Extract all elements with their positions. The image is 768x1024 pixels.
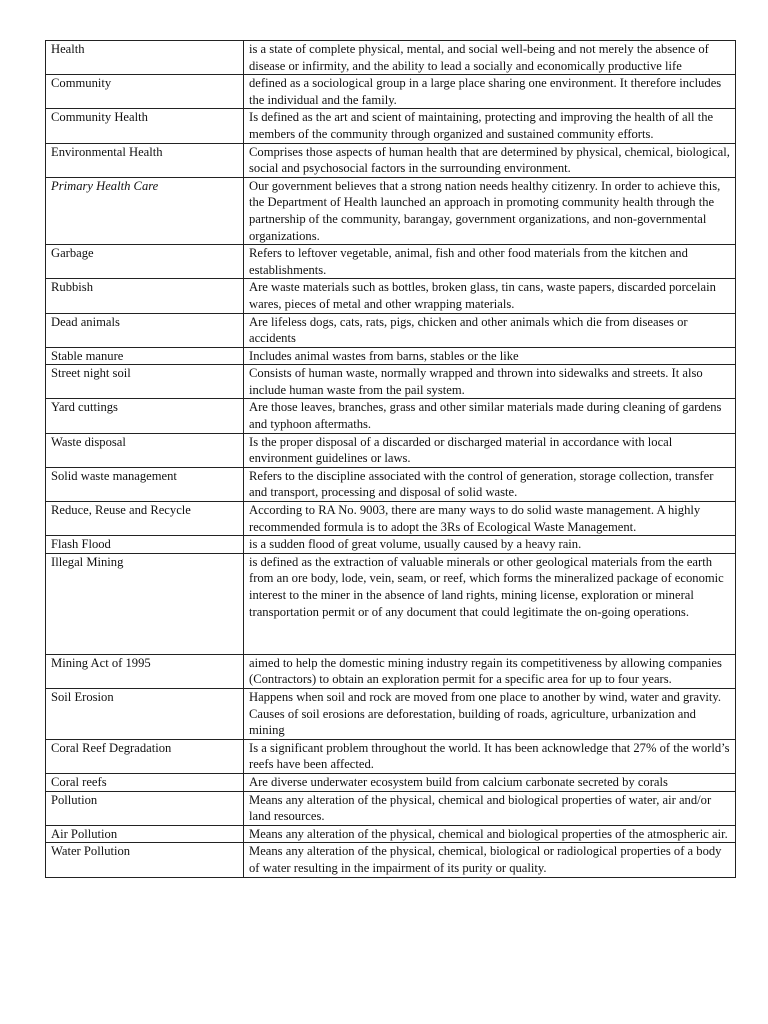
definition-cell: Are diverse underwater ecosystem build from calcium carbonate secreted by corals [244, 773, 736, 791]
term-cell: Soil Erosion [46, 689, 244, 740]
term-cell: Community Health [46, 109, 244, 143]
table-row [46, 553, 736, 654]
term-cell: Dead animals [46, 313, 244, 347]
glossary-body [46, 41, 736, 878]
table-row [46, 536, 736, 554]
table-row [46, 825, 736, 843]
term-cell: Mining Act of 1995 [46, 654, 244, 688]
definition-cell: According to RA No. 9003, there are many ways to do solid waste management. A highly recommended formula is to adopt the 3Rs of Ecological Waste Management. [244, 502, 736, 536]
table-row [46, 502, 736, 536]
term-cell: Primary Health Care [46, 177, 244, 244]
definition-cell: Is a significant problem throughout the world. It has been acknowledge that 27% of the world’s reefs have been affected. [244, 739, 736, 773]
table-row [46, 347, 736, 365]
table-row [46, 365, 736, 399]
definition-cell: aimed to help the domestic mining industry regain its competitiveness by allowing companies (Contractors) to obtain an exploration permit for a specific area for up to four years. [244, 654, 736, 688]
term-cell: Air Pollution [46, 825, 244, 843]
definition-cell: Comprises those aspects of human health that are determined by physical, chemical, biological, social and psychosocial factors in the surrounding environment. [244, 143, 736, 177]
definition-cell: is a sudden flood of great volume, usually caused by a heavy rain. [244, 536, 736, 554]
table-row [46, 41, 736, 75]
term-cell: Reduce, Reuse and Recycle [46, 502, 244, 536]
table-row [46, 313, 736, 347]
term-cell: Flash Flood [46, 536, 244, 554]
term-cell: Yard cuttings [46, 399, 244, 433]
definition-cell: is a state of complete physical, mental, and social well-being and not merely the absence of disease or infirmity, and the ability to lead a socially and economically productive life [244, 41, 736, 75]
definition-cell: Means any alteration of the physical, chemical and biological properties of water, air and/or land resources. [244, 791, 736, 825]
term-cell: Garbage [46, 245, 244, 279]
term-cell: Stable manure [46, 347, 244, 365]
table-row [46, 75, 736, 109]
definition-cell: Includes animal wastes from barns, stables or the like [244, 347, 736, 365]
term-cell: Illegal Mining [46, 553, 244, 654]
definition-cell: Happens when soil and rock are moved from one place to another by wind, water and gravity. Causes of soil erosions are deforestation, building of roads, agriculture, urbanization and mining [244, 689, 736, 740]
term-cell: Community [46, 75, 244, 109]
term-cell: Rubbish [46, 279, 244, 313]
table-row [46, 433, 736, 467]
term-cell: Water Pollution [46, 843, 244, 877]
definition-cell: Our government believes that a strong nation needs healthy citizenry. In order to achieve this, the Department of Health launched an approach in promoting community health through the partnership of the community, barangay, government organizations, and non-governmental organizations. [244, 177, 736, 244]
definition-cell: defined as a sociological group in a large place sharing one environment. It therefore includes the individual and the family. [244, 75, 736, 109]
table-row [46, 773, 736, 791]
table-row [46, 245, 736, 279]
table-row [46, 109, 736, 143]
table-row [46, 739, 736, 773]
term-cell: Health [46, 41, 244, 75]
table-row [46, 654, 736, 688]
definition-cell: Are those leaves, branches, grass and other similar materials made during cleaning of gardens and typhoon aftermaths. [244, 399, 736, 433]
table-row [46, 143, 736, 177]
definition-cell: Is defined as the art and scient of maintaining, protecting and improving the health of all the members of the community through organized and sustained community efforts. [244, 109, 736, 143]
table-row [46, 399, 736, 433]
definition-cell: Means any alteration of the physical, chemical, biological or radiological properties of a body of water resulting in the impairment of its purity or quality. [244, 843, 736, 877]
term-cell: Waste disposal [46, 433, 244, 467]
table-row [46, 467, 736, 501]
definition-cell: Means any alteration of the physical, chemical and biological properties of the atmospheric air. [244, 825, 736, 843]
definition-cell: Are lifeless dogs, cats, rats, pigs, chicken and other animals which die from diseases or accidents [244, 313, 736, 347]
term-cell: Environmental Health [46, 143, 244, 177]
table-row [46, 689, 736, 740]
definition-cell: is defined as the extraction of valuable minerals or other geological materials from the earth from an ore body, lode, vein, seam, or reef, which forms the mineralized package of economic interest to the miner in the absence of land rights, mining license, exploration or mineral transportation permit or of any document that could legitimate the on-going operations. [244, 553, 736, 654]
definition-cell: Refers to the discipline associated with the control of generation, storage collection, transfer and transport, processing and disposal of solid waste. [244, 467, 736, 501]
term-cell: Pollution [46, 791, 244, 825]
glossary-table [45, 40, 736, 878]
definition-cell: Refers to leftover vegetable, animal, fish and other food materials from the kitchen and establishments. [244, 245, 736, 279]
definition-cell: Consists of human waste, normally wrapped and thrown into sidewalks and streets. It also include human waste from the pail system. [244, 365, 736, 399]
definition-cell: Are waste materials such as bottles, broken glass, tin cans, waste papers, discarded porcelain wares, pieces of metal and other wrapping materials. [244, 279, 736, 313]
table-row [46, 843, 736, 877]
term-cell: Solid waste management [46, 467, 244, 501]
table-row [46, 791, 736, 825]
term-cell: Coral Reef Degradation [46, 739, 244, 773]
table-row [46, 279, 736, 313]
definition-cell: Is the proper disposal of a discarded or discharged material in accordance with local environment guidelines or laws. [244, 433, 736, 467]
table-row [46, 177, 736, 244]
term-cell: Coral reefs [46, 773, 244, 791]
term-cell: Street night soil [46, 365, 244, 399]
